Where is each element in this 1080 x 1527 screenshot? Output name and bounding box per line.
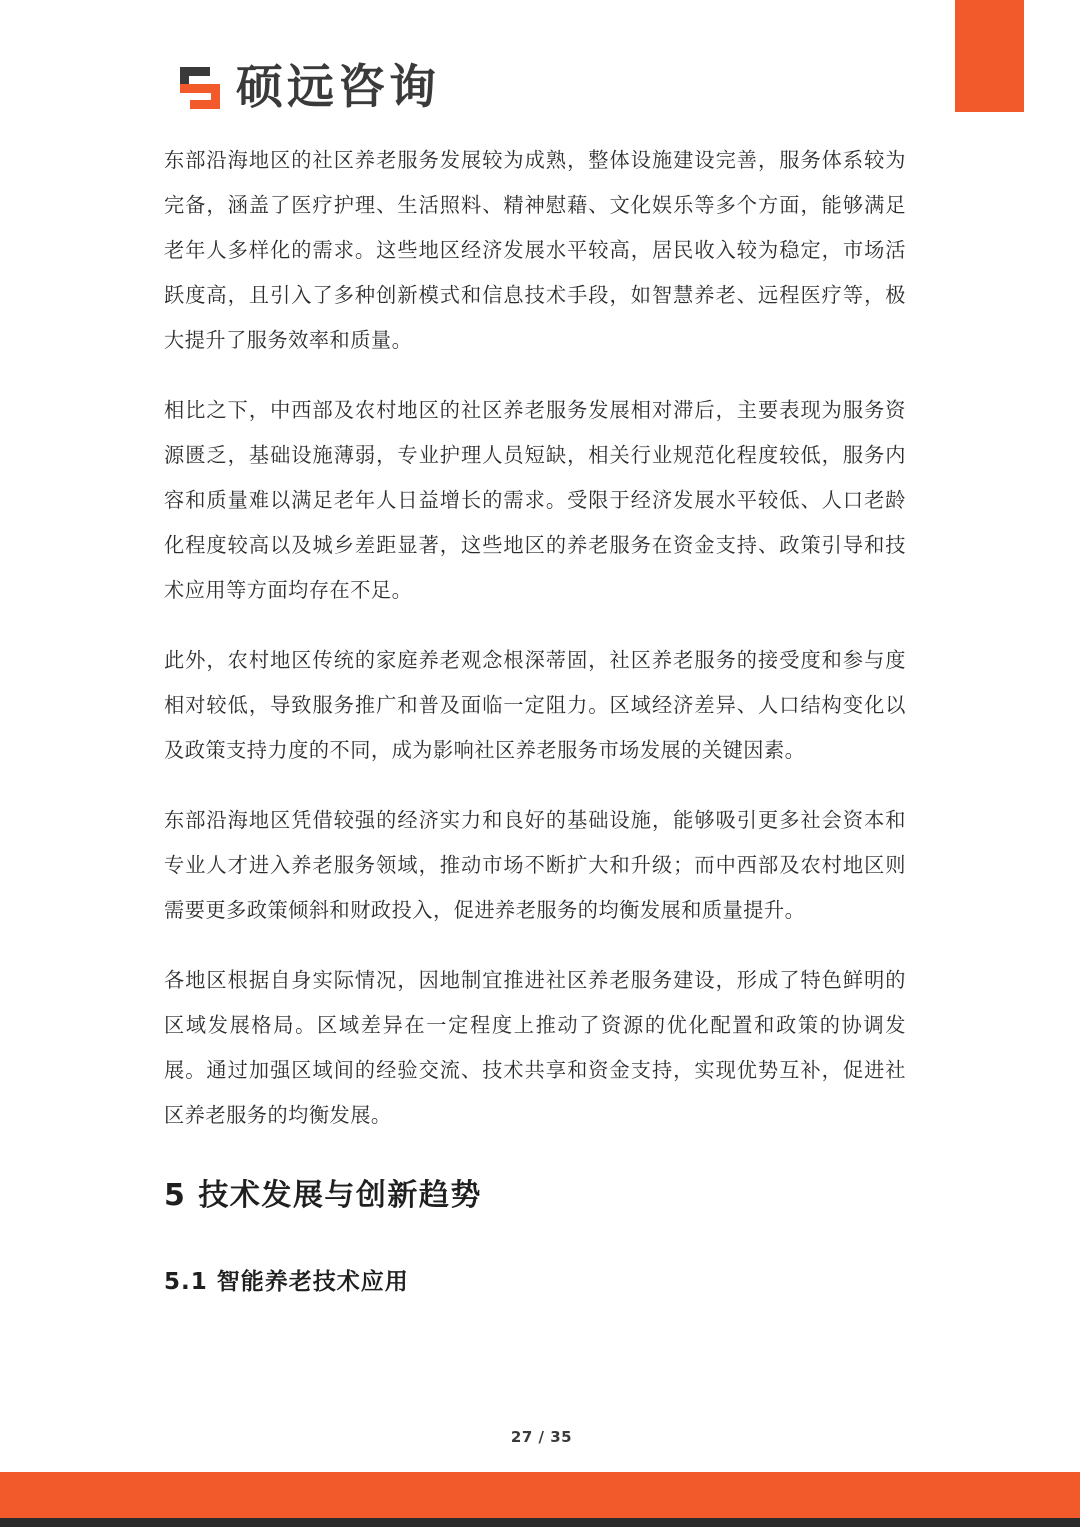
paragraph-3: 此外，农村地区传统的家庭养老观念根深蒂固，社区养老服务的接受度和参与度相对较低，导致服务推广和普及面临一定阻力。区域经济差异、人口结构变化以及政策支持力度的不同，成为影响社区养老服务市场发展的关键因素。: [164, 648, 906, 762]
paragraph-5: 各地区根据自身实际情况，因地制宜推进社区养老服务建设，形成了特色鲜明的区域发展格局。区域差异在一定程度上推动了资源的优化配置和政策的协调发展。通过加强区域间的经验交流、技术共享和资金支持，实现优势互补，促进社区养老服务的均衡发展。: [164, 968, 906, 1127]
footer-dark-line: [0, 1518, 1080, 1527]
brand-logo: [176, 60, 440, 116]
paragraph-4: 东部沿海地区凭借较强的经济实力和良好的基础设施，能够吸引更多社会资本和专业人才进入养老服务领域，推动市场不断扩大和升级；而中西部及农村地区则需要更多政策倾斜和财政投入，促进养老服务的均衡发展和质量提升。: [164, 808, 906, 922]
page-number: 27 / 35: [510, 1428, 573, 1446]
corner-accent-tab: [955, 0, 1024, 112]
paragraph-1: 东部沿海地区的社区养老服务发展较为成熟，整体设施建设完善，服务体系较为完备，涵盖了医疗护理、生活照料、精神慰藉、文化娱乐等多个方面，能够满足老年人多样化的需求。这些地区经济发展水平较高，居民收入较为稳定，市场活跃度高，且引入了多种创新模式和信息技术手段，如智慧养老、远程医疗等，极大提升了服务效率和质量。: [164, 148, 906, 352]
brand-name: 硕远咨询: [236, 60, 440, 115]
document-body: [164, 138, 906, 1163]
paragraph-2: 相比之下，中西部及农村地区的社区养老服务发展相对滞后，主要表现为服务资源匮乏，基础设施薄弱，专业护理人员短缺，相关行业规范化程度较低，服务内容和质量难以满足老年人日益增长的需求。受限于经济发展水平较低、人口老龄化程度较高以及城乡差距显著，这些地区的养老服务在资金支持、政策引导和技术应用等方面均存在不足。: [164, 398, 906, 602]
section-heading: 5 技术发展与创新趋势: [164, 1178, 482, 1213]
subsection-heading: 5.1 智能养老技术应用: [164, 1269, 409, 1295]
brand-s-logo-icon: [176, 63, 228, 113]
footer-accent-bar: [0, 1472, 1080, 1518]
